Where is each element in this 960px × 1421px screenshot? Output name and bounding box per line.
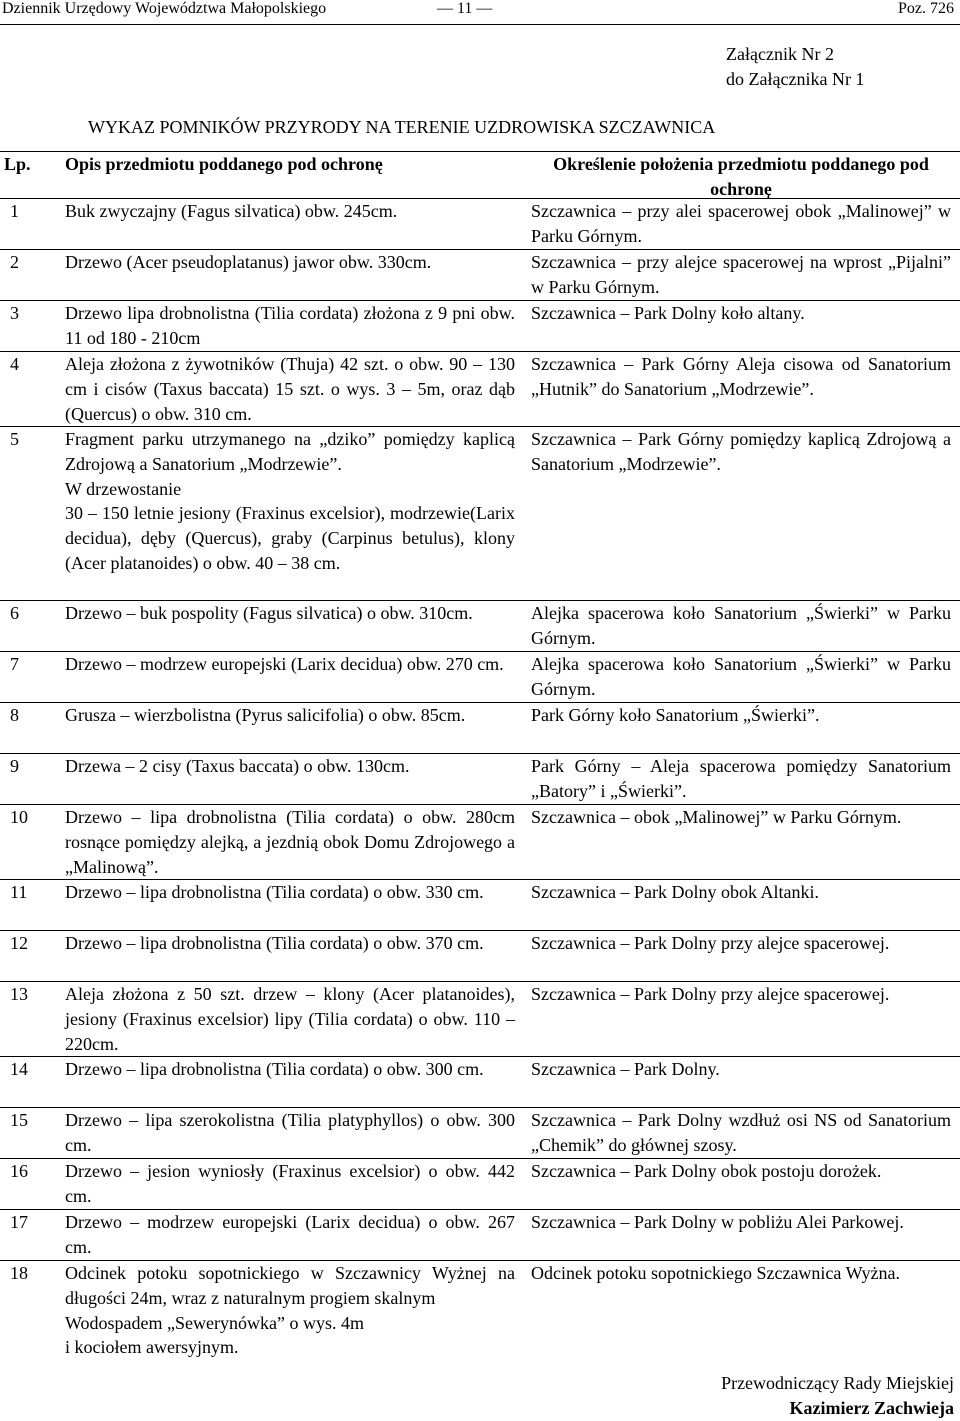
page-header <box>0 0 960 25</box>
row-number: 17 <box>10 1212 28 1232</box>
row-location: Szczawnica – Park Dolny obok Altanki. <box>531 882 819 902</box>
row-location: Park Górny – Aleja spacerowa pomiędzy Sanatorium „Batory” i „Świerki”. <box>531 756 951 801</box>
table-row <box>0 427 960 601</box>
description-line: 30 – 150 letnie jesiony (Fraxinus excelsior), modrzewie(Larix decidua), dęby (Quercus), graby (Carpinus betulus), klony (Acer platanoides) o obw. 40 – 38 cm. <box>65 503 515 573</box>
description-line: Drzewo – modrzew europejski (Larix decidua) obw. 270 cm. <box>65 654 504 674</box>
row-number: 6 <box>10 603 19 623</box>
row-location: Szczawnica – przy alei spacerowej obok „Malinowej” w Parku Górnym. <box>531 201 951 246</box>
table-row <box>0 352 960 427</box>
row-description <box>65 880 515 905</box>
description-line: Drzewo lipa drobnolistna (Tilia cordata) złożona z 9 pni obw. 11 od 180 - 210cm <box>65 303 515 348</box>
table-row <box>0 931 960 982</box>
description-line: Drzewo – modrzew europejski (Larix decidua) o obw. 267 cm. <box>65 1212 515 1257</box>
table-row <box>0 301 960 352</box>
row-location: Park Górny koło Sanatorium „Świerki”. <box>531 705 820 725</box>
table-row <box>0 1210 960 1261</box>
column-header-location: Określenie położenia przedmiotu poddanego pod ochronę <box>553 154 929 199</box>
row-location: Szczawnica – Park Górny Aleja cisowa od Sanatorium „Hutnik” do Sanatorium „Modrzewie”. <box>531 354 951 399</box>
row-location: Szczawnica – Park Dolny przy alejce spacerowej. <box>531 933 890 953</box>
table-row <box>0 880 960 931</box>
row-number: 2 <box>10 252 19 272</box>
table-row <box>0 703 960 754</box>
row-description <box>65 250 515 275</box>
row-number: 13 <box>10 984 28 1004</box>
description-line: Drzewo – jesion wyniosły (Fraxinus excelsior) o obw. 442 cm. <box>65 1161 515 1206</box>
row-location: Szczawnica – Park Dolny wzdłuż osi NS od Sanatorium „Chemik” do głównej szosy. <box>531 1110 951 1155</box>
table-row <box>0 1159 960 1210</box>
description-line: Drzewo – lipa szerokolistna (Tilia platyphyllos) o obw. 300 cm. <box>65 1110 515 1155</box>
description-line: Fragment parku utrzymanego na „dziko” pomiędzy kaplicą Zdrojową a Sanatorium „Modrzewie”. <box>65 429 515 474</box>
row-location: Szczawnica – Park Dolny w pobliżu Alei Parkowej. <box>531 1212 904 1232</box>
row-location: Szczawnica – Park Dolny. <box>531 1059 720 1079</box>
row-location: Szczawnica – Park Dolny przy alejce spacerowej. <box>531 984 890 1004</box>
description-line: Drzewo – lipa drobnolistna (Tilia cordata) o obw. 370 cm. <box>65 933 484 953</box>
description-line: Wodospadem „Sewerynówka” o wys. 4m <box>65 1312 364 1333</box>
description-line: Drzewa – 2 cisy (Taxus baccata) o obw. 130cm. <box>65 756 410 776</box>
description-line: Drzewo – lipa drobnolistna (Tilia cordata) o obw. 280cm rosnące pomiędzy alejką, a jezdnią obok Domu Zdrojowego a „Malinową”. <box>65 807 515 877</box>
row-description <box>65 1108 515 1158</box>
row-location: Alejka spacerowa koło Sanatorium „Świerki” w Parku Górnym. <box>531 654 951 699</box>
row-number: 16 <box>10 1161 28 1181</box>
page-number: — 11 — <box>437 0 493 17</box>
row-number: 7 <box>10 654 19 674</box>
position-number: Poz. 726 <box>898 0 954 17</box>
row-description <box>65 703 515 728</box>
row-number: 3 <box>10 303 19 323</box>
description-line: i kociołem awersyjnym. <box>65 1337 239 1358</box>
table-row <box>0 982 960 1057</box>
row-number: 8 <box>10 705 19 725</box>
row-description <box>65 982 515 1056</box>
row-location: Szczawnica – obok „Malinowej” w Parku Górnym. <box>531 807 902 827</box>
signature-block <box>721 1371 954 1421</box>
row-description <box>65 1210 515 1260</box>
table-row <box>0 1057 960 1108</box>
annex-line-2: do Załącznika Nr 1 <box>726 69 865 89</box>
row-description <box>65 1159 515 1209</box>
description-line: Drzewo (Acer pseudoplatanus) jawor obw. 330cm. <box>65 252 432 272</box>
row-description <box>65 199 515 224</box>
row-description <box>65 805 515 879</box>
row-number: 9 <box>10 756 19 776</box>
description-line: W drzewostanie <box>65 478 182 499</box>
table-row <box>0 1261 960 1385</box>
signature-role: Przewodniczący Rady Miejskiej <box>721 1373 954 1393</box>
row-number: 14 <box>10 1059 28 1079</box>
monuments-table <box>0 151 960 1385</box>
row-description <box>65 601 515 626</box>
row-number: 12 <box>10 933 28 953</box>
table-row <box>0 1108 960 1159</box>
row-number: 10 <box>10 807 28 827</box>
row-location: Odcinek potoku sopotnickiego Szczawnica Wyżna. <box>531 1263 900 1283</box>
row-location: Szczawnica – przy alejce spacerowej na wprost „Pijalni” w Parku Górnym. <box>531 252 951 297</box>
row-description <box>65 1261 515 1360</box>
annex-line-1: Załącznik Nr 2 <box>726 44 834 64</box>
description-line: Grusza – wierzbolistna (Pyrus salicifolia) o obw. 85cm. <box>65 705 466 725</box>
description-line: Aleja złożona z żywotników (Thuja) 42 szt. o obw. 90 – 130 cm i cisów (Taxus baccata) 15 szt. o wys. 3 – 5m, oraz dąb (Quercus) o obw. 310 cm. <box>65 354 515 424</box>
row-description <box>65 301 515 351</box>
row-description <box>65 754 515 779</box>
journal-name: Dziennik Urzędowy Województwa Małopolskiego <box>2 0 327 17</box>
table-row <box>0 652 960 703</box>
description-line: Drzewo – lipa drobnolistna (Tilia cordata) o obw. 300 cm. <box>65 1059 484 1079</box>
document-title: WYKAZ POMNIKÓW PRZYRODY NA TERENIE UZDROWISKA SZCZAWNICA <box>88 117 716 137</box>
column-header-description: Opis przedmiotu poddanego pod ochronę <box>65 154 383 174</box>
row-description <box>65 652 515 677</box>
row-number: 4 <box>10 354 19 374</box>
description-line: Buk zwyczajny (Fagus silvatica) obw. 245cm. <box>65 201 398 221</box>
row-description <box>65 352 515 426</box>
description-line: Aleja złożona z 50 szt. drzew – klony (Acer platanoides), jesiony (Fraxinus excelsior) lipy (Tilia cordata) o obw. 110 – 220cm. <box>65 984 515 1054</box>
row-description <box>65 1057 515 1082</box>
row-number: 18 <box>10 1263 28 1283</box>
description-line: Drzewo – buk pospolity (Fagus silvatica) o obw. 310cm. <box>65 603 473 623</box>
row-number: 11 <box>10 882 28 902</box>
row-number: 1 <box>10 201 19 221</box>
row-description <box>65 931 515 956</box>
signature-name: Kazimierz Zachwieja <box>789 1398 954 1418</box>
description-line: Odcinek potoku sopotnickiego w Szczawnicy Wyżnej na długości 24m, wraz z naturalnym progiem skalnym <box>65 1263 515 1308</box>
row-location: Alejka spacerowa koło Sanatorium „Świerki” w Parku Górnym. <box>531 603 951 648</box>
row-location: Szczawnica – Park Dolny koło altany. <box>531 303 805 323</box>
row-description <box>65 427 515 576</box>
table-row <box>0 199 960 250</box>
table-row <box>0 250 960 301</box>
table-header <box>0 152 960 199</box>
table-row <box>0 805 960 880</box>
column-header-number: Lp. <box>4 154 31 174</box>
row-location: Szczawnica – Park Górny pomiędzy kaplicą Zdrojową a Sanatorium „Modrzewie”. <box>531 429 951 474</box>
description-line: Drzewo – lipa drobnolistna (Tilia cordata) o obw. 330 cm. <box>65 882 484 902</box>
row-number: 15 <box>10 1110 28 1130</box>
row-location: Szczawnica – Park Dolny obok postoju dorożek. <box>531 1161 882 1181</box>
table-row <box>0 754 960 805</box>
annex-label <box>726 42 864 92</box>
table-row <box>0 601 960 652</box>
row-number: 5 <box>10 429 19 449</box>
